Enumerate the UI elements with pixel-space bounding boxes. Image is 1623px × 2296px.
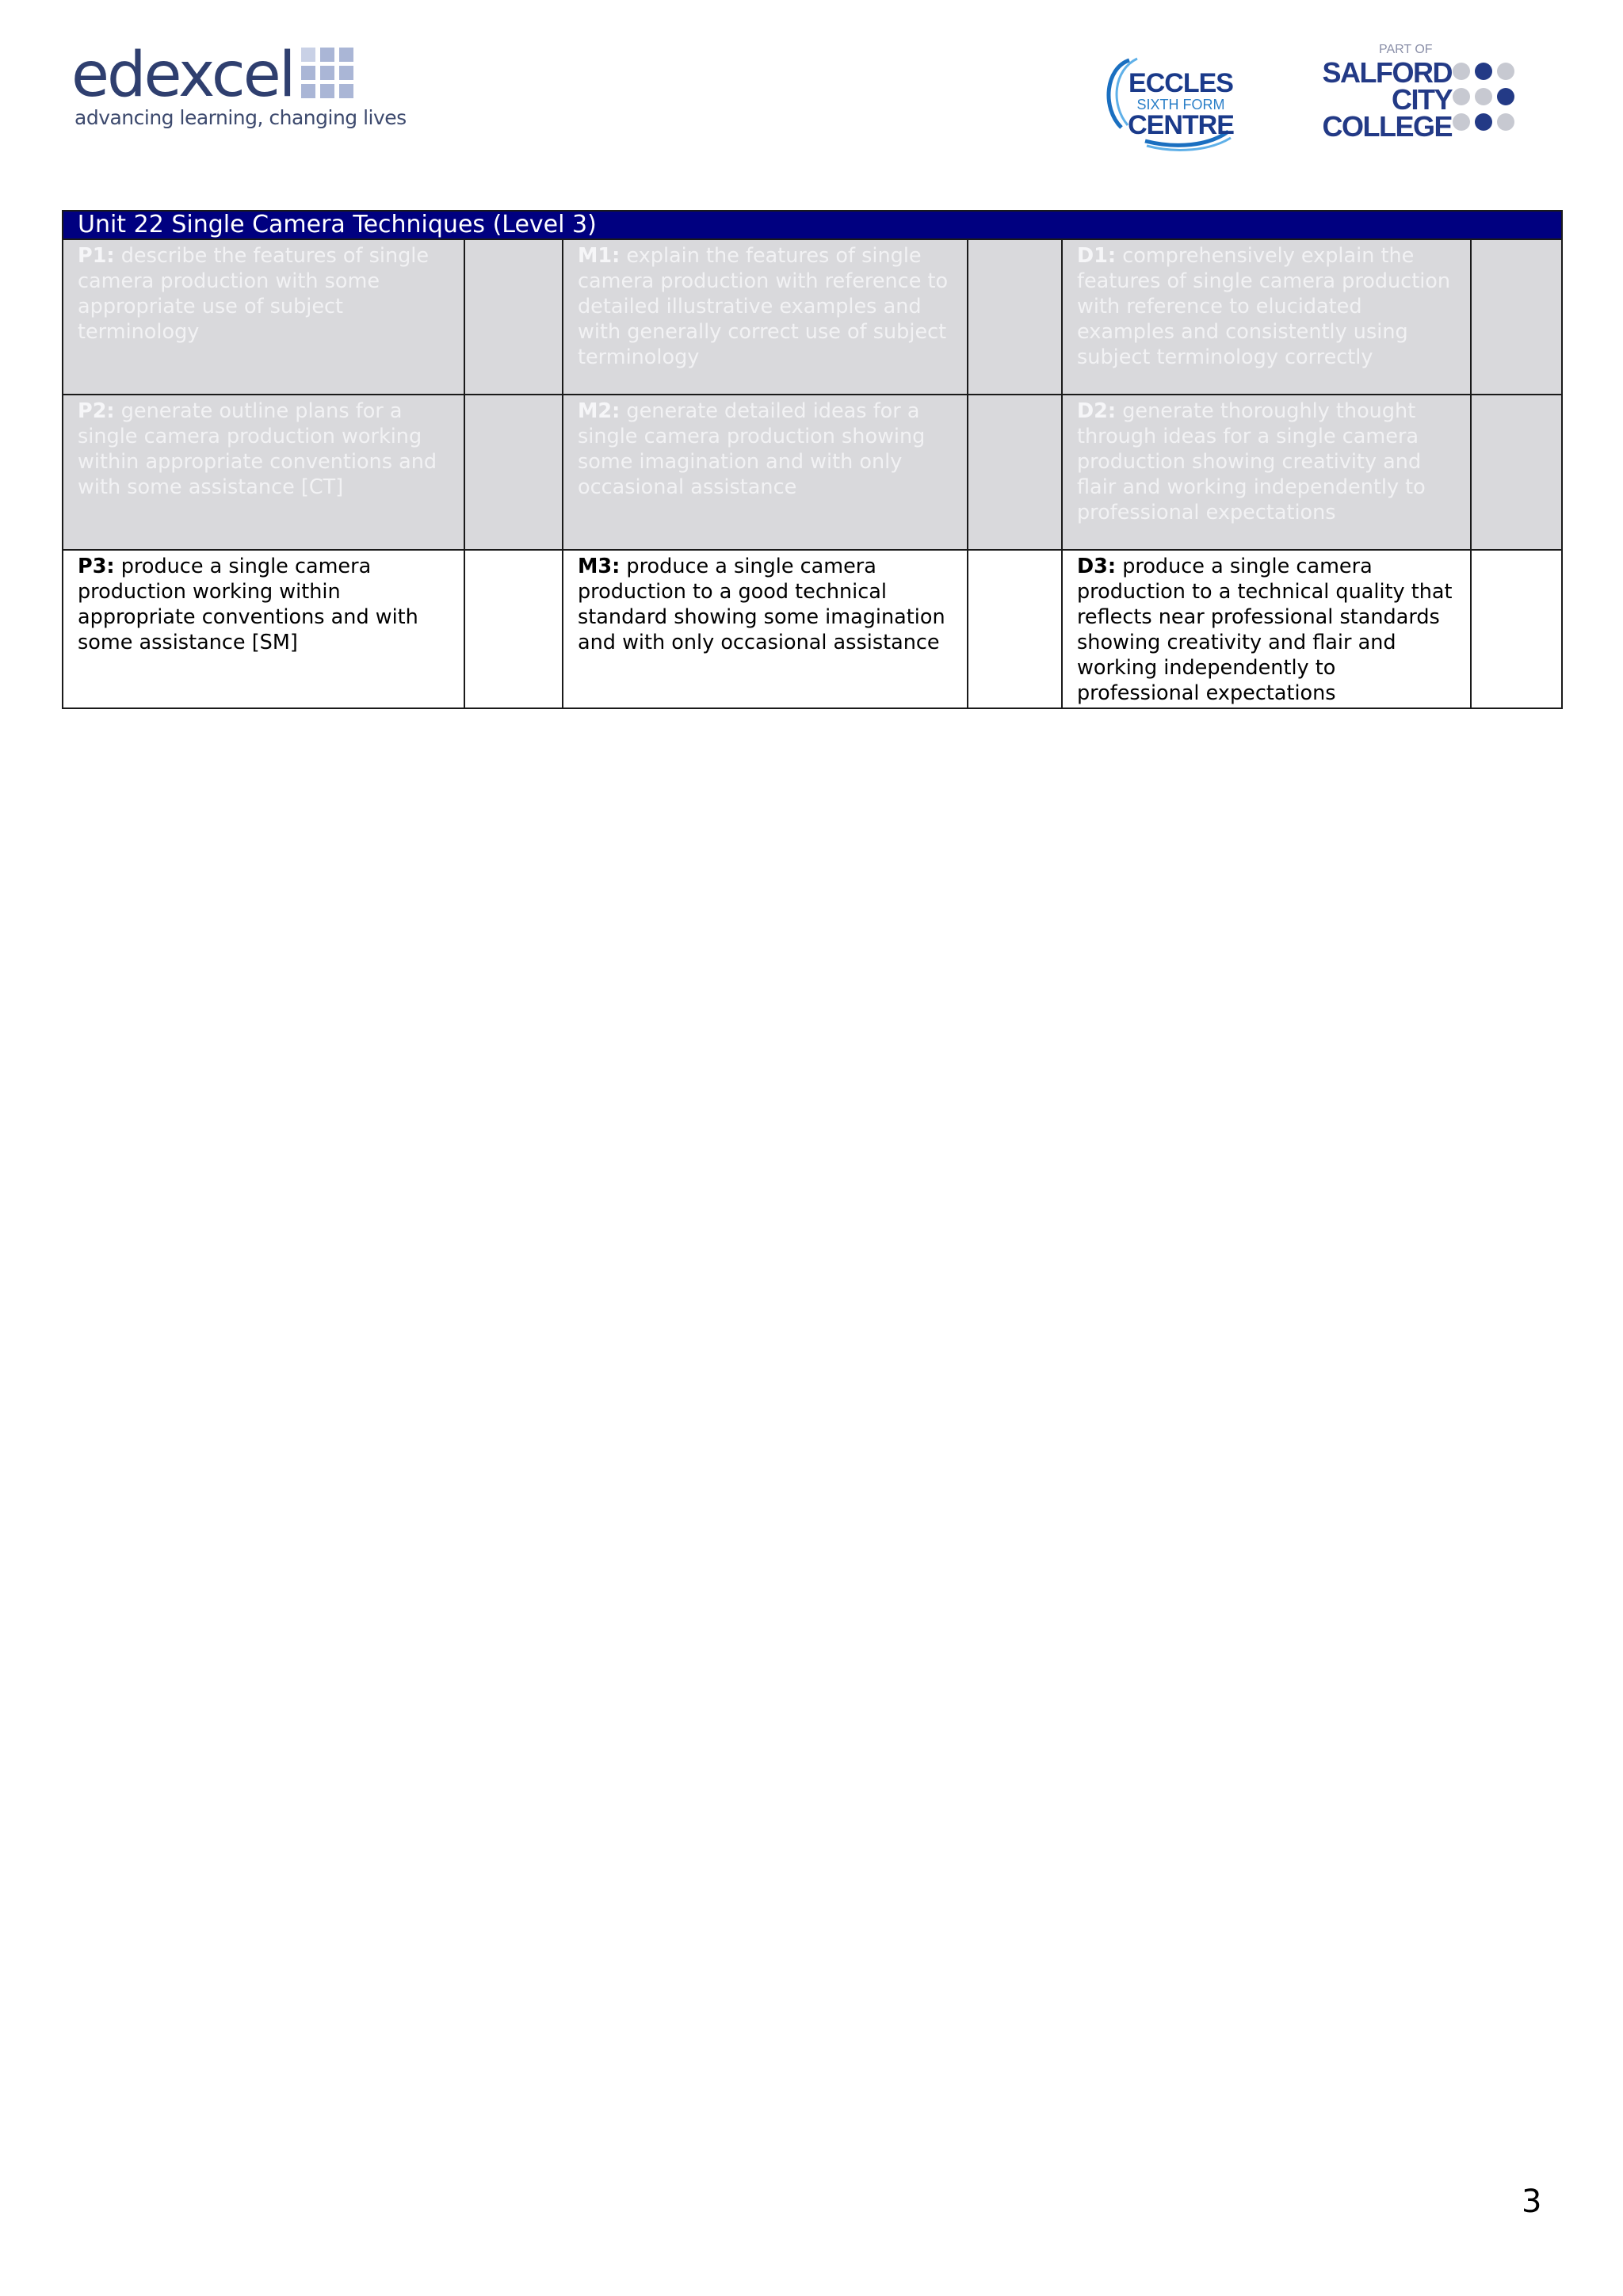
merit-criterion-cell <box>563 395 968 550</box>
eccles-logo <box>1098 52 1236 155</box>
pass-criterion-cell <box>63 550 464 708</box>
pass-tick-cell <box>464 239 563 395</box>
criterion-label: P3: <box>78 555 115 578</box>
table-row <box>63 239 1562 395</box>
grading-criteria-table <box>62 210 1563 709</box>
salford-line2: CITY <box>1391 83 1452 116</box>
criterion-label: M3: <box>578 555 621 578</box>
criterion-label: D2: <box>1077 399 1117 423</box>
criterion-text: generate thoroughly thought through ideas for a single camera production showing creativity and flair and working independently to professional expectations <box>1077 399 1426 524</box>
salford-city-college-logo <box>1316 41 1522 144</box>
merit-tick-cell <box>968 550 1062 708</box>
criterion-text: produce a single camera production working within appropriate conventions and with some assistance [SM] <box>78 555 418 654</box>
salford-dots-icon <box>1452 60 1523 139</box>
eccles-line2: SIXTH FORM <box>1136 97 1225 113</box>
table-title-row <box>63 211 1562 239</box>
criterion-text: explain the features of single camera production with reference to detailed illustrative examples and with generally correct use of subject terminology <box>578 244 949 369</box>
distinction-criterion-cell <box>1062 550 1471 708</box>
criterion-text: describe the features of single camera production with some appropriate use of subject terminology <box>78 244 430 344</box>
criterion-label: P1: <box>78 244 115 268</box>
criterion-label: M1: <box>578 244 621 268</box>
criterion-label: P2: <box>78 399 115 423</box>
pass-criterion-cell <box>63 395 464 550</box>
salford-line3: COLLEGE <box>1322 110 1452 143</box>
distinction-tick-cell <box>1471 395 1562 550</box>
criterion-text: generate outline plans for a single camera production working within appropriate conventions and with some assistance [CT] <box>78 399 437 499</box>
pass-tick-cell <box>464 550 563 708</box>
eccles-line1: ECCLES <box>1128 68 1233 98</box>
table-row <box>63 395 1562 550</box>
edexcel-logo <box>71 40 407 139</box>
salford-part-of: PART OF <box>1379 43 1433 56</box>
distinction-tick-cell <box>1471 239 1562 395</box>
pass-criterion-cell <box>63 239 464 395</box>
page-number: 3 <box>1522 2183 1542 2220</box>
edexcel-tagline: advancing learning, changing lives <box>74 106 407 129</box>
merit-tick-cell <box>968 239 1062 395</box>
criterion-text: produce a single camera production to a good technical standard showing some imagination and with only occasional assistance <box>578 555 945 654</box>
edexcel-grid-icon <box>301 48 357 98</box>
distinction-tick-cell <box>1471 550 1562 708</box>
edexcel-wordmark: edexcel <box>71 40 294 111</box>
merit-criterion-cell <box>563 550 968 708</box>
criterion-label: D1: <box>1077 244 1117 268</box>
distinction-criterion-cell <box>1062 395 1471 550</box>
criterion-text: produce a single camera production to a technical quality that reflects near professional standards showing creativity and flair and working independently to professional expectations <box>1077 555 1453 705</box>
criterion-text: generate detailed ideas for a single camera production showing some imagination and with only occasional assistance <box>578 399 926 499</box>
merit-tick-cell <box>968 395 1062 550</box>
pass-tick-cell <box>464 395 563 550</box>
distinction-criterion-cell <box>1062 239 1471 395</box>
criterion-label: M2: <box>578 399 621 423</box>
merit-criterion-cell <box>563 239 968 395</box>
criterion-label: D3: <box>1077 555 1117 578</box>
unit-title: Unit 22 Single Camera Techniques (Level 3) <box>63 211 1562 239</box>
salford-line1: SALFORD <box>1322 56 1452 89</box>
eccles-line3: CENTRE <box>1128 110 1234 140</box>
criterion-text: comprehensively explain the features of single camera production with reference to elucidated examples and consistently using subject terminology correctly <box>1077 244 1451 369</box>
table-row <box>63 550 1562 708</box>
